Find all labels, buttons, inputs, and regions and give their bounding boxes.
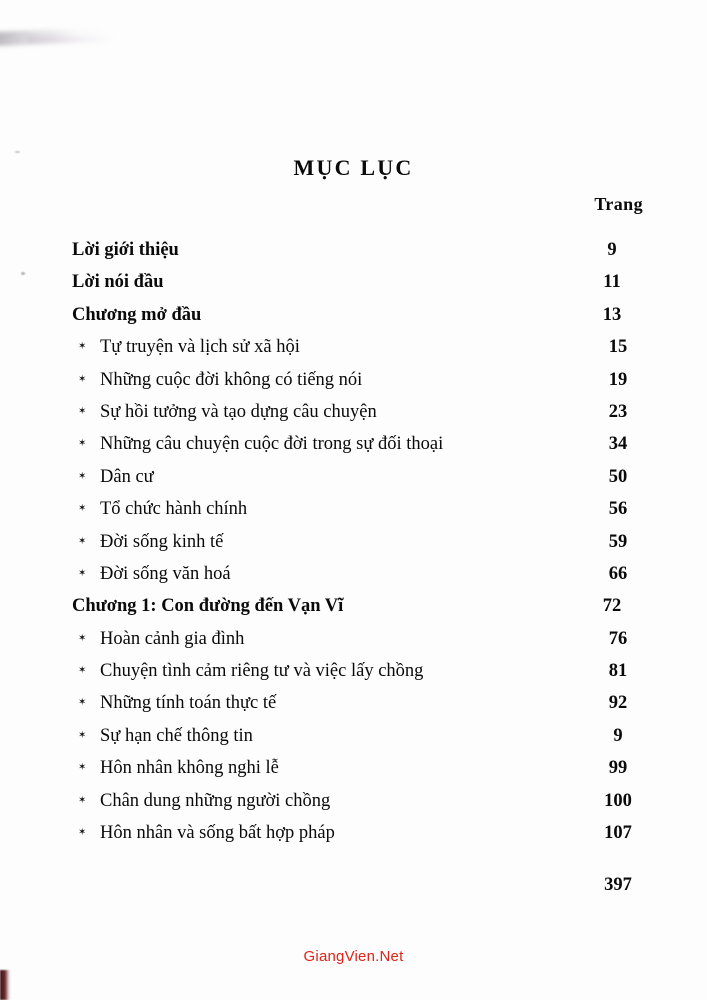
asterisk-bullet-icon (78, 694, 100, 708)
toc-final-page-row (72, 875, 642, 907)
toc-entry-page-number: 34 (608, 434, 628, 455)
toc-entry[interactable] (72, 272, 642, 304)
table-of-contents (72, 240, 642, 908)
toc-entry-label: Lời nói đầu (72, 272, 164, 293)
page-column-header: Trang (594, 194, 643, 214)
asterisk-bullet-icon (78, 824, 100, 838)
toc-entry-page-number: 13 (602, 304, 622, 325)
toc-entry[interactable] (72, 564, 642, 596)
toc-entry-page-number: 72 (602, 596, 622, 617)
toc-entry-label: Hoàn cảnh gia đình (100, 628, 245, 649)
asterisk-bullet-icon (78, 338, 100, 352)
toc-final-page-number: 397 (604, 875, 632, 896)
toc-spacer (72, 855, 642, 875)
asterisk-bullet-icon (78, 500, 100, 514)
toc-entry-page-number: 107 (604, 823, 632, 844)
toc-entry-page-number: 15 (608, 337, 628, 358)
toc-entry[interactable] (72, 693, 642, 725)
toc-entry[interactable] (72, 370, 642, 402)
toc-entry-label: Tự truyện và lịch sử xã hội (100, 337, 300, 358)
asterisk-bullet-icon (78, 727, 100, 741)
scan-shadow-artifact-secondary (28, 36, 114, 43)
toc-entry-label: Chương mở đầu (72, 304, 202, 325)
asterisk-bullet-icon (78, 759, 100, 773)
asterisk-bullet-icon (78, 662, 100, 676)
toc-entry[interactable] (72, 467, 642, 499)
toc-entry[interactable] (72, 629, 642, 661)
asterisk-bullet-icon (78, 468, 100, 482)
toc-entry[interactable] (72, 434, 642, 466)
scan-speck (21, 272, 25, 275)
toc-entry[interactable] (72, 240, 642, 272)
toc-entry-page-number: 11 (603, 272, 621, 293)
asterisk-bullet-icon (78, 371, 100, 385)
asterisk-bullet-icon (78, 630, 100, 644)
toc-entry-page-number: 9 (613, 725, 623, 746)
toc-entry[interactable] (72, 499, 642, 531)
toc-entry-page-number: 59 (608, 531, 628, 552)
asterisk-bullet-icon (78, 792, 100, 806)
toc-entry-page-number: 76 (608, 628, 628, 649)
toc-entry-page-number: 56 (608, 499, 628, 520)
toc-entry[interactable] (72, 791, 642, 823)
toc-entry[interactable] (72, 532, 642, 564)
toc-entry-label: Những cuộc đời không có tiếng nói (100, 369, 363, 390)
toc-entry[interactable] (72, 596, 642, 628)
asterisk-bullet-icon (78, 435, 100, 449)
asterisk-bullet-icon (78, 565, 100, 579)
toc-entry[interactable] (72, 726, 642, 758)
toc-entry-page-number: 50 (608, 466, 628, 487)
toc-entry-label: Sự hồi tưởng và tạo dựng câu chuyện (100, 401, 377, 422)
toc-entry-label: Chương 1: Con đường đến Vạn Vĩ (72, 596, 344, 617)
toc-entry-label: Hôn nhân không nghi lễ (100, 758, 279, 779)
toc-entry-label: Đời sống văn hoá (100, 563, 231, 584)
toc-entry-page-number: 23 (608, 401, 628, 422)
toc-entry[interactable] (72, 337, 642, 369)
asterisk-bullet-icon (78, 403, 100, 417)
toc-entry-label: Tổ chức hành chính (100, 499, 248, 520)
toc-entry[interactable] (72, 823, 642, 855)
toc-entry-page-number: 99 (608, 758, 628, 779)
toc-entry-label: Dân cư (100, 466, 154, 487)
toc-entry-page-number: 19 (608, 369, 628, 390)
toc-entry-label: Chuyện tình cảm riêng tư và việc lấy chồng (100, 661, 424, 682)
toc-entry[interactable] (72, 305, 642, 337)
toc-entry-label: Những tính toán thực tế (100, 693, 277, 714)
toc-entry-label: Sự hạn chế thông tin (100, 725, 253, 746)
scan-shadow-artifact (0, 28, 105, 46)
toc-entry[interactable] (72, 758, 642, 790)
toc-entry[interactable] (72, 402, 642, 434)
toc-entry[interactable] (72, 661, 642, 693)
toc-entry-page-number: 66 (608, 563, 628, 584)
watermark: GiangVien.Net (303, 948, 404, 965)
toc-entry-label: Những câu chuyện cuộc đời trong sự đối thoại (100, 434, 444, 455)
toc-entry-label: Đời sống kinh tế (100, 531, 224, 552)
toc-entry-label: Hôn nhân và sống bất hợp pháp (100, 823, 335, 844)
toc-entry-page-number: 92 (608, 693, 628, 714)
scan-speck (15, 151, 20, 153)
asterisk-bullet-icon (78, 533, 100, 547)
toc-entry-label: Lời giới thiệu (72, 240, 179, 260)
toc-entry-page-number: 9 (607, 240, 617, 260)
page-corner-stain (0, 970, 11, 1000)
toc-entry-label: Chân dung những người chồng (100, 790, 331, 811)
toc-entry-page-number: 100 (604, 790, 632, 811)
toc-entry-page-number: 81 (608, 661, 628, 682)
page-title: MỤC LỤC (293, 155, 414, 180)
